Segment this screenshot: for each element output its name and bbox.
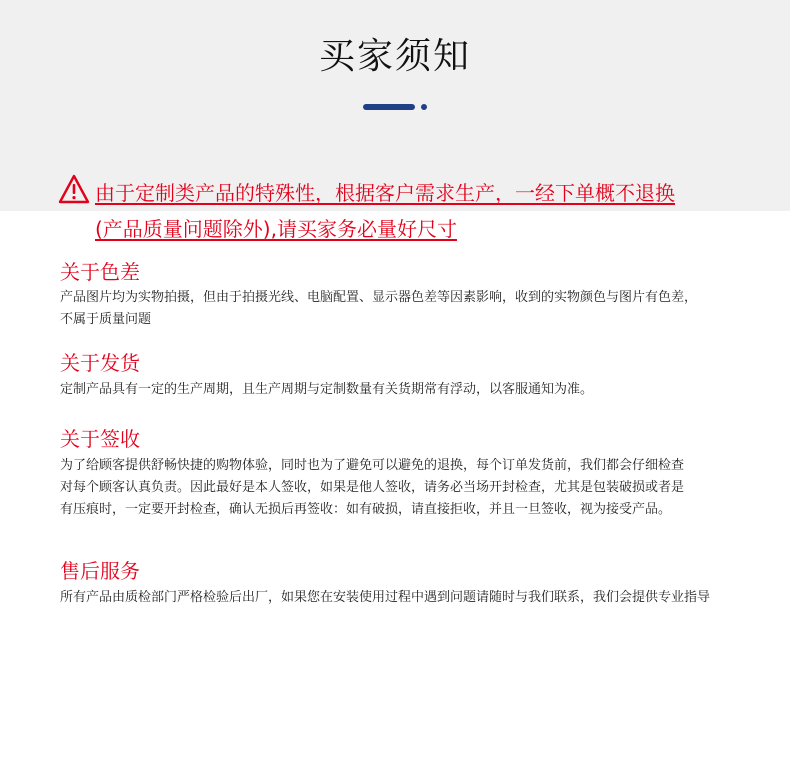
section-line: 对每个顾客认真负责。因此最好是本人签收，如果是他人签收，请务必当场开封检查，尤其是包装破损或者是 — [60, 480, 685, 495]
warning-icon — [58, 174, 90, 204]
section-title-after-sales: 售后服务 — [60, 559, 140, 583]
page-title: 买家须知 — [318, 36, 471, 77]
section-body-color-difference — [60, 287, 770, 331]
section-line: 产品图片均为实物拍摄，但由于拍摄光线、电脑配置、显示器色差等因素影响，收到的实物颜色与图片有色差， — [60, 290, 698, 305]
section-body-after-sales — [60, 587, 770, 609]
section-line: 定制产品具有一定的生产周期，且生产周期与定制数量有关货期常有浮动，以客服通知为准。 — [60, 382, 594, 397]
section-line: 所有产品由质检部门严格检验后出厂，如果您在安装使用过程中遇到问题请随时与我们联系，我们会提供专业指导 — [60, 590, 711, 605]
section-line: 有压痕时，一定要开封检查，确认无损后再签收：如有破损，请直接拒收，并且一旦签收，视为接受产品。 — [60, 502, 672, 517]
decoration-dot — [421, 104, 427, 110]
section-body-shipping — [60, 379, 770, 401]
section-line: 为了给顾客提供舒畅快捷的购物体验，同时也为了避免可以避免的退换，每个订单发货前，我们都会仔细检查 — [60, 458, 685, 473]
decoration-bar — [363, 104, 415, 110]
section-line: 不属于质量问题 — [60, 312, 152, 327]
section-title-color-difference: 关于色差 — [60, 260, 140, 284]
notice-line-1: 由于定制类产品的特殊性，根据客户需求生产，一经下单概不退换 — [95, 181, 675, 205]
section-body-signing — [60, 455, 770, 521]
section-title-shipping: 关于发货 — [60, 351, 140, 375]
section-title-signing: 关于签收 — [60, 427, 140, 451]
notice-line-2: (产品质量问题除外),请买家务必量好尺寸 — [95, 217, 457, 241]
